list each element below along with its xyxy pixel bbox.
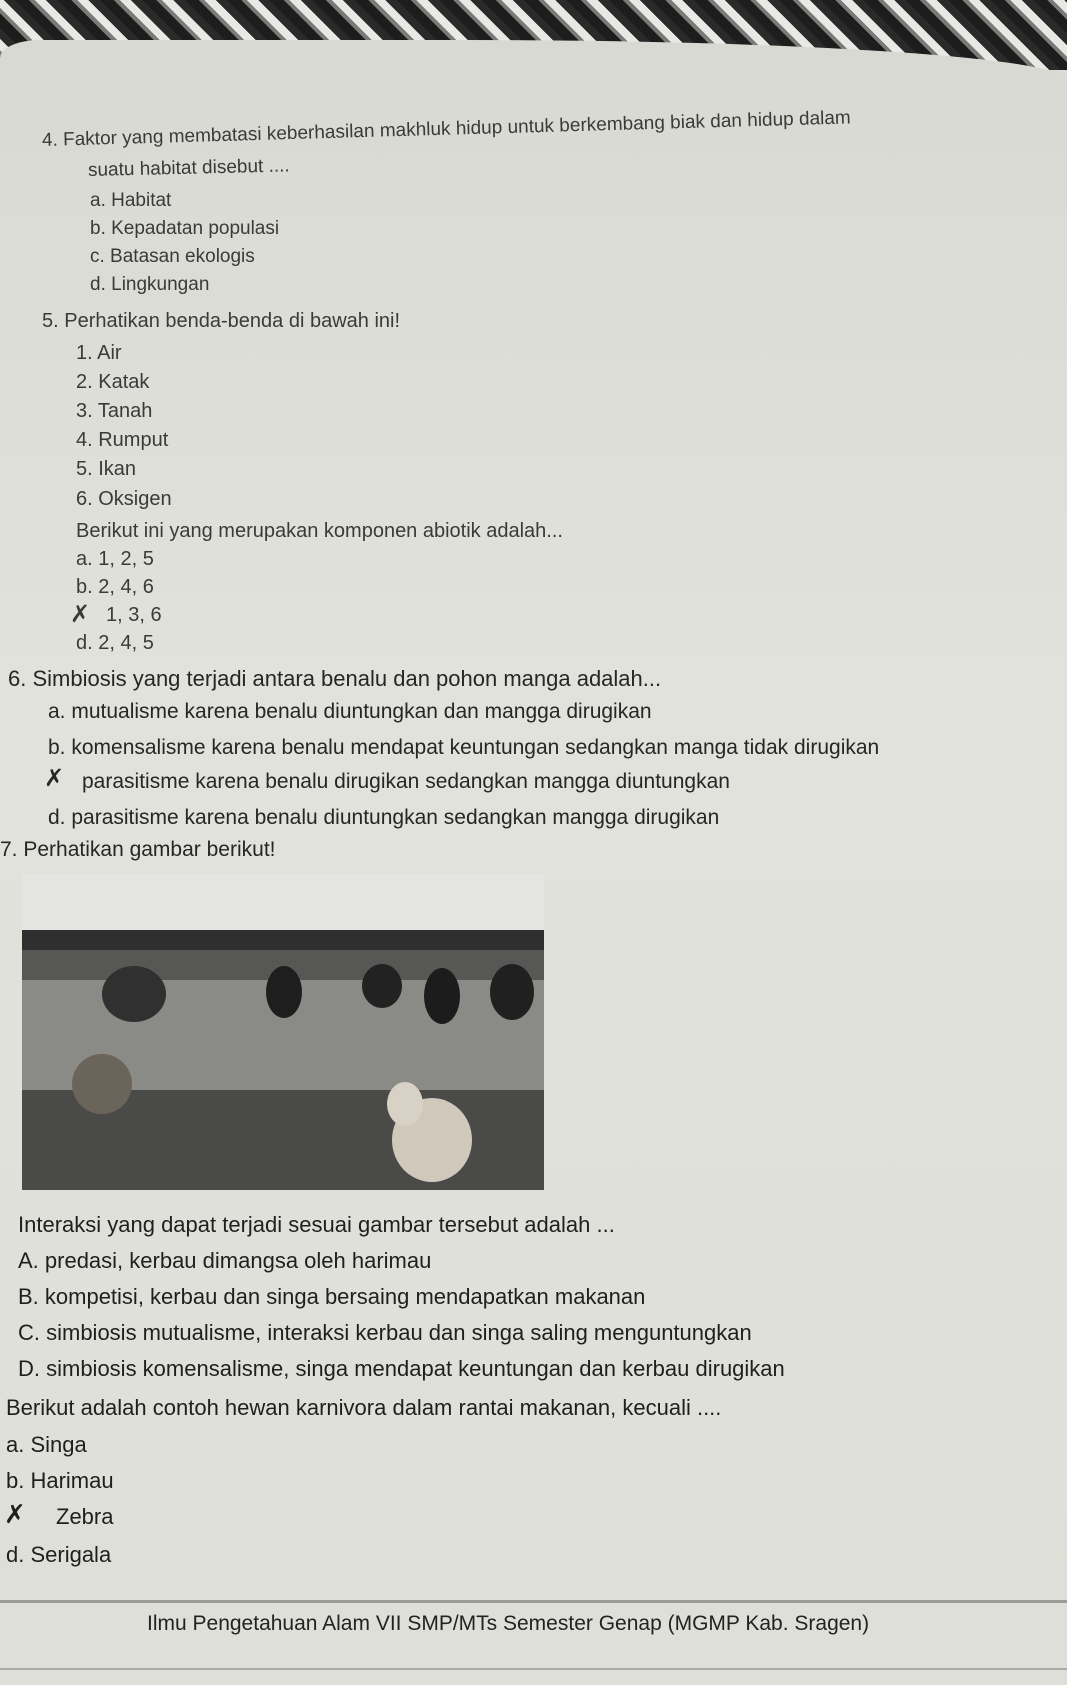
- q4-stem-line2: suatu habitat disebut ....: [87, 155, 290, 181]
- q5-stem: 5. Perhatikan benda-benda di bawah ini!: [42, 310, 401, 332]
- q8-option-b[interactable]: b. Harimau: [6, 1468, 114, 1493]
- q5-item-4: 4. Rumput: [76, 429, 169, 451]
- q5-item-5: 5. Ikan: [76, 458, 137, 480]
- footer-divider: [0, 1600, 1067, 1603]
- q5-answer-mark: ✗: [70, 600, 91, 628]
- q5-item-1: 1. Air: [76, 342, 122, 364]
- q5-option-d[interactable]: d. 2, 4, 5: [76, 632, 154, 654]
- q7-option-c[interactable]: C. simbiosis mutualisme, interaksi kerbau dan singa saling menguntungkan: [18, 1320, 752, 1345]
- q5-item-2: 2. Katak: [76, 371, 150, 393]
- q4-option-a[interactable]: a. Habitat: [90, 190, 172, 211]
- q6-answer-mark: ✗: [44, 764, 65, 792]
- footer-divider-bottom: [0, 1668, 1067, 1670]
- q8-option-d[interactable]: d. Serigala: [6, 1542, 112, 1567]
- q6-option-a[interactable]: a. mutualisme karena benalu diuntungkan dan mangga dirugikan: [48, 700, 652, 723]
- q6-option-c[interactable]: parasitisme karena benalu dirugikan sedangkan mangga diuntungkan: [82, 770, 730, 793]
- q5-option-c[interactable]: 1, 3, 6: [106, 604, 162, 626]
- q7-option-d[interactable]: D. simbiosis komensalisme, singa mendapat keuntungan dan kerbau dirugikan: [18, 1356, 785, 1381]
- q6-stem: 6. Simbiosis yang terjadi antara benalu dan pohon manga adalah...: [8, 666, 662, 691]
- q7-option-b[interactable]: B. kompetisi, kerbau dan singa bersaing mendapatkan makanan: [18, 1284, 646, 1309]
- q4-option-b[interactable]: b. Kepadatan populasi: [90, 218, 280, 239]
- q5-item-6: 6. Oksigen: [76, 488, 172, 510]
- q5-option-a[interactable]: a. 1, 2, 5: [76, 548, 154, 570]
- q5-option-b[interactable]: b. 2, 4, 6: [76, 576, 154, 598]
- q8-stem: Berikut adalah contoh hewan karnivora dalam rantai makanan, kecuali ....: [6, 1395, 722, 1420]
- q7-stem: 7. Perhatikan gambar berikut!: [0, 838, 276, 861]
- q8-option-c[interactable]: Zebra: [56, 1504, 114, 1529]
- q4-option-d[interactable]: d. Lingkungan: [90, 274, 210, 295]
- lion-buffalo-photo: [22, 874, 544, 1190]
- q4-stem-line1: 4. Faktor yang membatasi keberhasilan makhluk hidup untuk berkembang biak dan hidup dalam: [41, 107, 851, 151]
- q6-option-b[interactable]: b. komensalisme karena benalu mendapat keuntungan sedangkan manga tidak dirugikan: [48, 736, 880, 759]
- photo-illustration: [22, 874, 544, 1190]
- q6-option-d[interactable]: d. parasitisme karena benalu diuntungkan sedangkan mangga dirugikan: [48, 806, 720, 829]
- q7-option-a[interactable]: A. predasi, kerbau dimangsa oleh harimau: [18, 1248, 432, 1273]
- q8-option-a[interactable]: a. Singa: [6, 1432, 87, 1457]
- q7-question: Interaksi yang dapat terjadi sesuai gambar tersebut adalah ...: [18, 1212, 615, 1237]
- q8-answer-mark: ✗: [4, 1500, 26, 1530]
- footer-text: Ilmu Pengetahuan Alam VII SMP/MTs Semester Genap (MGMP Kab. Sragen): [147, 1612, 870, 1635]
- q5-item-3: 3. Tanah: [76, 400, 153, 422]
- q5-question: Berikut ini yang merupakan komponen abiotik adalah...: [76, 520, 563, 542]
- q4-option-c[interactable]: c. Batasan ekologis: [90, 246, 255, 267]
